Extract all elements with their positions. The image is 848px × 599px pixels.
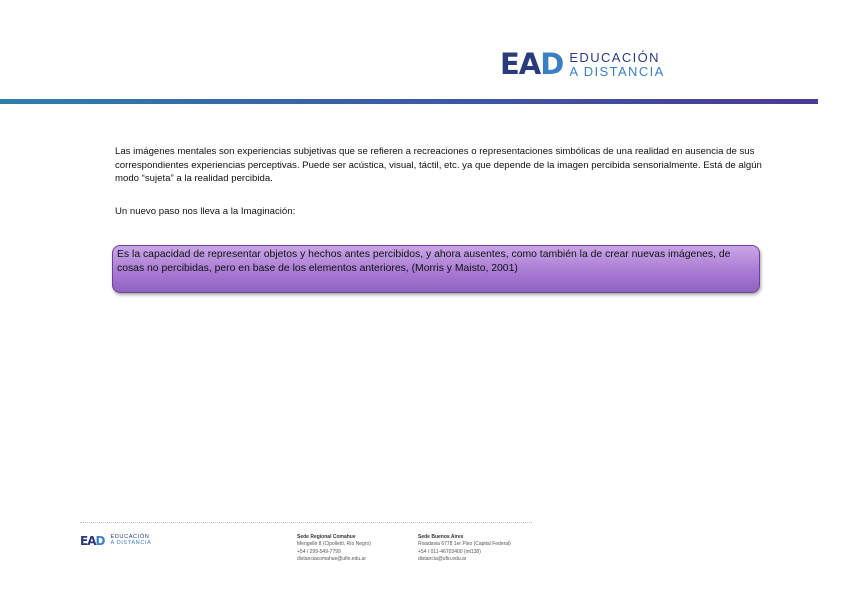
sede-buenos-aires-title: Sede Buenos Aires [418, 534, 464, 540]
logo-line-2: A DISTANCIA [569, 63, 665, 79]
footer-logo-mark-letters: EA [80, 534, 96, 548]
sede-buenos-aires-email[interactable]: distancia@ufio.edu.ar [418, 555, 467, 562]
logo-line-1: EDUCACIÓN [569, 50, 660, 66]
footer-divider [80, 522, 532, 523]
sede-buenos-aires-phone: +54 / 011-46703400 (int138) [418, 548, 481, 555]
sede-buenos-aires-address: Rivadavia 6778 1er Piso (Capital Federal) [418, 541, 511, 548]
definition-callout: Es la capacidad de representar objetos y hechos antes percibidos, y ahora ausentes, como también la de crear nuevas imágenes, de cosas no percibidas, pero en base de los elementos anteriores, (Morris y Maisto, 2001) [112, 245, 760, 293]
transition-paragraph: Un nuevo paso nos lleva a la Imaginación: [115, 206, 296, 217]
sede-comahue-address: Mengelle 8 (Cipolletti, Río Negro) [297, 541, 371, 548]
ead-logo [500, 47, 665, 81]
footer-logo-mark-arrow-letter: D [95, 534, 105, 548]
ead-logo-mark [500, 47, 564, 81]
intro-paragraph: Las imágenes mentales son experiencias subjetivas que se refieren a recreaciones o representaciones simbólicas de una realidad en ausencia de sus correspondientes experiencias perceptivas. Puede ser acústica, visual, táctil, etc. ya que depende de la imagen percibida sensorialmente. Está de algún modo “sujeta” a la realidad percibida. [115, 146, 762, 185]
footer-ead-logo [80, 535, 151, 547]
sede-comahue-phone: +54 / 299-549-7799 [297, 548, 341, 555]
sede-buenos-aires-block [418, 534, 511, 563]
logo-mark-letters: EA [500, 47, 541, 81]
sede-comahue-email[interactable]: distanciacomahue@ufio.edu.ar [297, 555, 367, 562]
footer-logo-line-2: A DISTANCIA [110, 540, 152, 546]
logo-mark-arrow-letter: D [540, 47, 564, 81]
footer-logo-mark [80, 535, 104, 547]
footer-logo-line-1: EDUCACIÓN [110, 534, 150, 541]
sede-comahue-block [297, 534, 371, 563]
header-divider-bar [0, 99, 818, 104]
ead-logo-words [569, 51, 664, 78]
footer-logo-words [110, 535, 151, 546]
sede-comahue-title: Sede Regional Comahue [297, 534, 356, 540]
